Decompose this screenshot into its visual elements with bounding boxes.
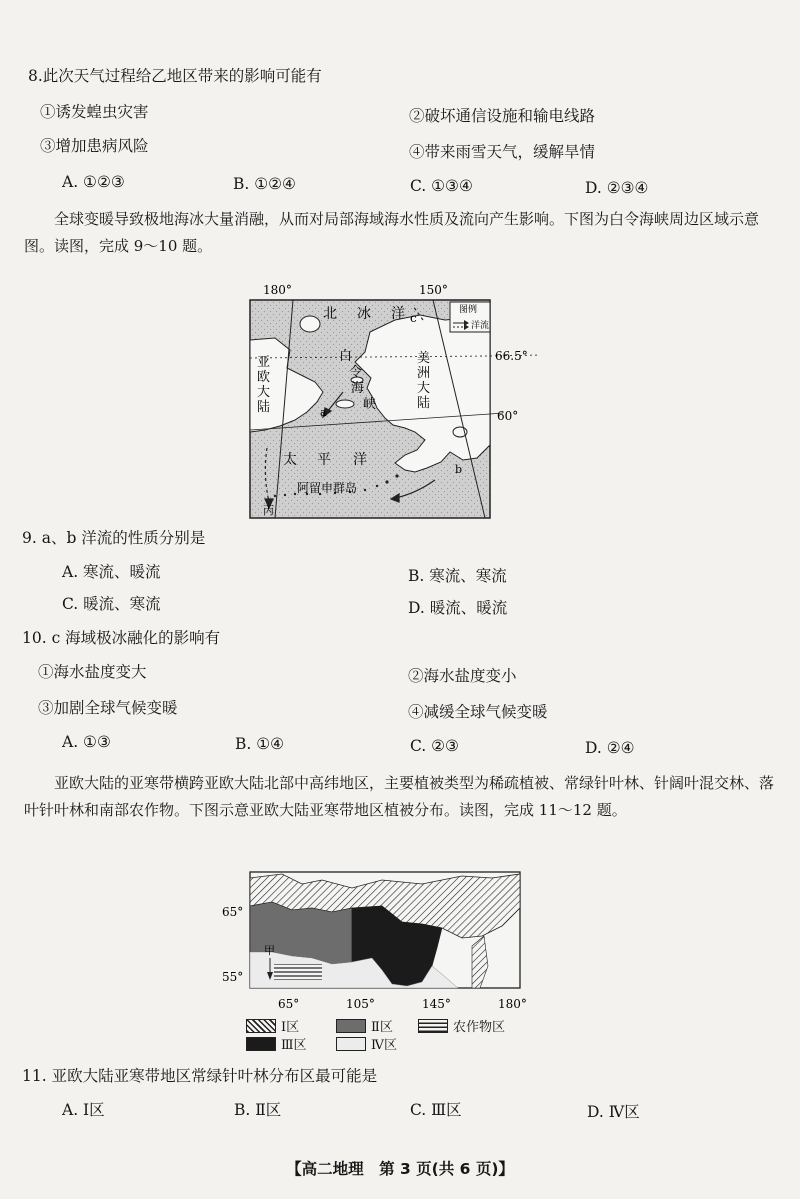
q10-option-c[interactable]: C. ②③ <box>410 737 459 755</box>
lat-60-label: 60° <box>497 409 519 423</box>
q11-stem: 11. 亚欧大陆亚寒带地区常绿针叶林分布区最可能是 <box>22 1067 378 1085</box>
q10-item-2: ②海水盐度变小 <box>408 667 517 685</box>
legend-crop: 农作物区 <box>418 1016 505 1035</box>
svg-text:洲: 洲 <box>417 366 431 381</box>
q10-option-d[interactable]: D. ②④ <box>585 739 635 757</box>
q9-option-a[interactable]: A. 寒流、暖流 <box>62 563 161 581</box>
q8-option-c[interactable]: C. ①③④ <box>410 177 473 195</box>
page-footer: 【高二地理 第 3 页(共 6 页)】 <box>286 1160 514 1178</box>
bering-strait-map <box>245 280 545 524</box>
q8-item-4: ④带来雨雪天气，缓解旱情 <box>409 143 596 161</box>
q11-option-b[interactable]: B. Ⅱ区 <box>234 1101 282 1119</box>
q10-option-a[interactable]: A. ①③ <box>62 733 111 751</box>
passage-bering: 全球变暖导致极地海冰大量消融，从而对局部海域海水性质及流向产生影响。下图为白令海峡周边区域示意图。读图，完成 9～10 题。 <box>24 210 760 255</box>
q8-item-3: ③增加患病风险 <box>40 137 149 155</box>
svg-text:美: 美 <box>417 351 431 366</box>
lon-180-label: 180° <box>263 283 292 297</box>
lon-180-label2: 180° <box>498 997 527 1011</box>
legend-zone-1: Ⅰ区 <box>246 1016 299 1035</box>
q11-option-c[interactable]: C. Ⅲ区 <box>410 1101 462 1119</box>
svg-text:大: 大 <box>257 385 271 400</box>
legend-title: 图例 <box>459 305 478 315</box>
label-c: c <box>410 311 417 325</box>
q8-item-1: ①诱发蝗虫灾害 <box>40 103 149 121</box>
q10-stem: 10. c 海域极冰融化的影响有 <box>22 629 221 647</box>
q8-item-2: ②破坏通信设施和输电线路 <box>409 107 596 125</box>
q8-option-d[interactable]: D. ②③④ <box>585 179 649 197</box>
q9-option-d[interactable]: D. 暖流、暖流 <box>408 599 508 617</box>
label-bing: 丙 <box>263 504 274 517</box>
q8-option-b[interactable]: B. ①②④ <box>233 175 296 193</box>
svg-text:大: 大 <box>417 381 431 396</box>
svg-text:欧: 欧 <box>257 370 271 385</box>
svg-text:冰: 冰 <box>357 306 371 322</box>
q9-option-c[interactable]: C. 暖流、寒流 <box>62 595 161 613</box>
q10-item-1: ①海水盐度变大 <box>38 663 147 681</box>
label-b: b <box>455 463 463 476</box>
q11-option-d[interactable]: D. Ⅳ区 <box>587 1103 640 1121</box>
q9-stem: 9. a、b 洋流的性质分别是 <box>22 529 206 547</box>
q10-option-b[interactable]: B. ①④ <box>235 735 285 753</box>
svg-text:平: 平 <box>317 452 331 468</box>
q10-item-3: ③加剧全球气候变暖 <box>38 699 178 717</box>
svg-text:峡: 峡 <box>363 397 377 412</box>
svg-text:陆: 陆 <box>257 400 271 415</box>
svg-text:令: 令 <box>349 365 363 380</box>
lon-145-label: 145° <box>422 997 451 1011</box>
legend-zone-3: Ⅲ区 <box>246 1034 307 1053</box>
q11-option-a[interactable]: A. Ⅰ区 <box>62 1101 105 1119</box>
svg-text:陆: 陆 <box>417 396 431 411</box>
legend-zone-2: Ⅱ区 <box>336 1016 393 1035</box>
q8-option-a[interactable]: A. ①②③ <box>62 173 125 191</box>
legend-zone-4: Ⅳ区 <box>336 1034 397 1053</box>
label-a: a <box>320 406 327 419</box>
svg-text:北: 北 <box>323 306 337 322</box>
svg-text:太: 太 <box>283 452 297 468</box>
lon-65-label: 65° <box>278 997 300 1011</box>
svg-text:亚: 亚 <box>257 355 271 370</box>
legend-current: 洋流 <box>471 321 490 331</box>
q9-option-b[interactable]: B. 寒流、寒流 <box>408 567 507 585</box>
svg-text:海: 海 <box>351 381 365 396</box>
aleutian-label: 阿留申群岛 <box>297 481 358 495</box>
crop-area <box>274 964 322 980</box>
svg-text:洋: 洋 <box>391 306 405 322</box>
lon-105-label: 105° <box>346 997 375 1011</box>
lat65-label: 65° <box>222 905 244 919</box>
label-jia: 甲 <box>264 944 275 957</box>
svg-text:洋: 洋 <box>353 452 367 468</box>
lat-66-label: 66.5° <box>495 349 528 363</box>
svg-text:白: 白 <box>339 349 353 364</box>
q8-stem: 8.此次天气过程给乙地区带来的影响可能有 <box>28 67 322 85</box>
q10-item-4: ④减缓全球气候变暖 <box>408 703 548 721</box>
lon-150-label: 150° <box>419 283 448 297</box>
passage-eurasia: 亚欧大陆的亚寒带横跨亚欧大陆北部中高纬地区，主要植被类型为稀疏植被、常绿针叶林、针阔叶混交林、落叶针叶林和南部农作物。下图示意亚欧大陆亚寒带地区植被分布。读图，完成 11～12 题。 <box>24 774 775 819</box>
lat55-label: 55° <box>222 970 244 984</box>
